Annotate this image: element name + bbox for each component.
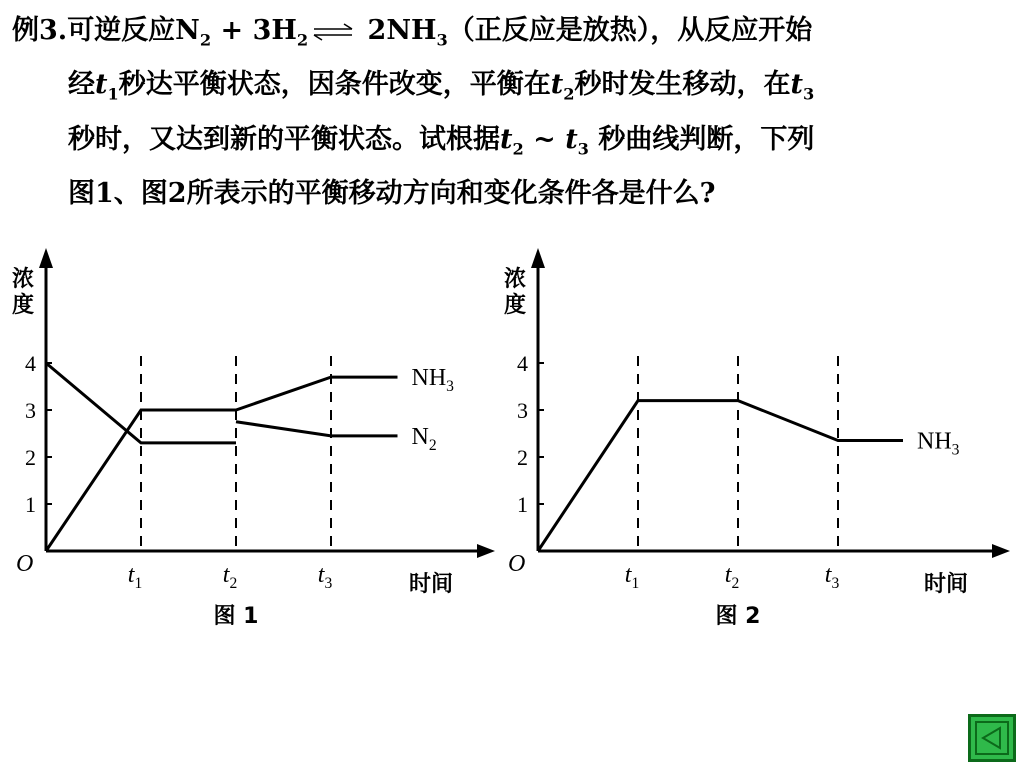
- chart2-xlabel: 时间: [924, 572, 969, 597]
- chart1-series-label: $NH_3$: [411, 365, 454, 396]
- chart2-ylabel-char: 度: [504, 293, 527, 318]
- chart2-ylabel-char: 浓: [504, 267, 527, 292]
- chart2-x-axis-arrow: [992, 544, 1010, 558]
- chart1-ytick-label: 4: [25, 351, 36, 376]
- chart2-y-axis-arrow: [531, 248, 545, 268]
- question-line-4: 图1、图2所表示的平衡移动方向和变化条件各是什么?: [68, 178, 716, 210]
- triangle-left-icon: [980, 726, 1004, 750]
- chart2-xtick-label: $t_2$: [724, 562, 740, 592]
- chart1-ylabel-char: 浓: [12, 267, 35, 292]
- chart1-xtick-label: $t_3$: [317, 562, 333, 592]
- question-prefix: 例3.: [12, 15, 68, 46]
- chart2-ytick-label: 3: [517, 398, 528, 423]
- chart1-ylabel-char: 度: [12, 293, 35, 318]
- chart1-ytick-label: 1: [25, 492, 36, 517]
- chart2-xtick-label: $t_3$: [824, 562, 840, 592]
- chart1-xtick-label: $t_1$: [127, 562, 143, 592]
- back-button[interactable]: [968, 714, 1016, 762]
- chart1-y-axis-arrow: [39, 248, 53, 268]
- chart1-series-label: $N_2$: [411, 423, 437, 454]
- question-line-2: 经$t_1$秒达平衡状态，因条件改变，平衡在$t_2$秒时发生移动，在$t_3$: [68, 69, 815, 104]
- chart2-title: 图 2: [715, 604, 761, 629]
- chart1-ytick-label: 2: [25, 445, 36, 470]
- chart1-xtick-label: $t_2$: [222, 562, 238, 592]
- chart2-series-line: [538, 401, 903, 551]
- chart1-series-line: [236, 422, 398, 436]
- chart2-xtick-label: $t_1$: [624, 562, 640, 592]
- chart2-origin-label: O: [508, 551, 526, 577]
- chart2-ytick-label: 2: [517, 445, 528, 470]
- chart2-ytick-label: 1: [517, 492, 528, 517]
- chart1-x-axis-arrow: [477, 544, 495, 558]
- chart2-ytick-label: 4: [517, 351, 528, 376]
- back-button-frame: [975, 721, 1009, 755]
- chart1-ytick-label: 3: [25, 398, 36, 423]
- chart2-series-label: $NH_3$: [917, 428, 960, 459]
- chart1-title: 图 1: [213, 604, 259, 629]
- chart1-origin-label: O: [16, 551, 34, 577]
- question-line-3: 秒时，又达到新的平衡状态。试根据$t_2$ ~ $t_3$ 秒曲线判断，下列: [68, 123, 815, 159]
- chart1-series-line: [46, 377, 398, 551]
- chart1-xlabel: 时间: [409, 572, 454, 597]
- question-line-1: 例3.可逆反应$N_2 + 3H_2$ $2NH_3$（正反应是放热），从反应开始: [12, 15, 813, 50]
